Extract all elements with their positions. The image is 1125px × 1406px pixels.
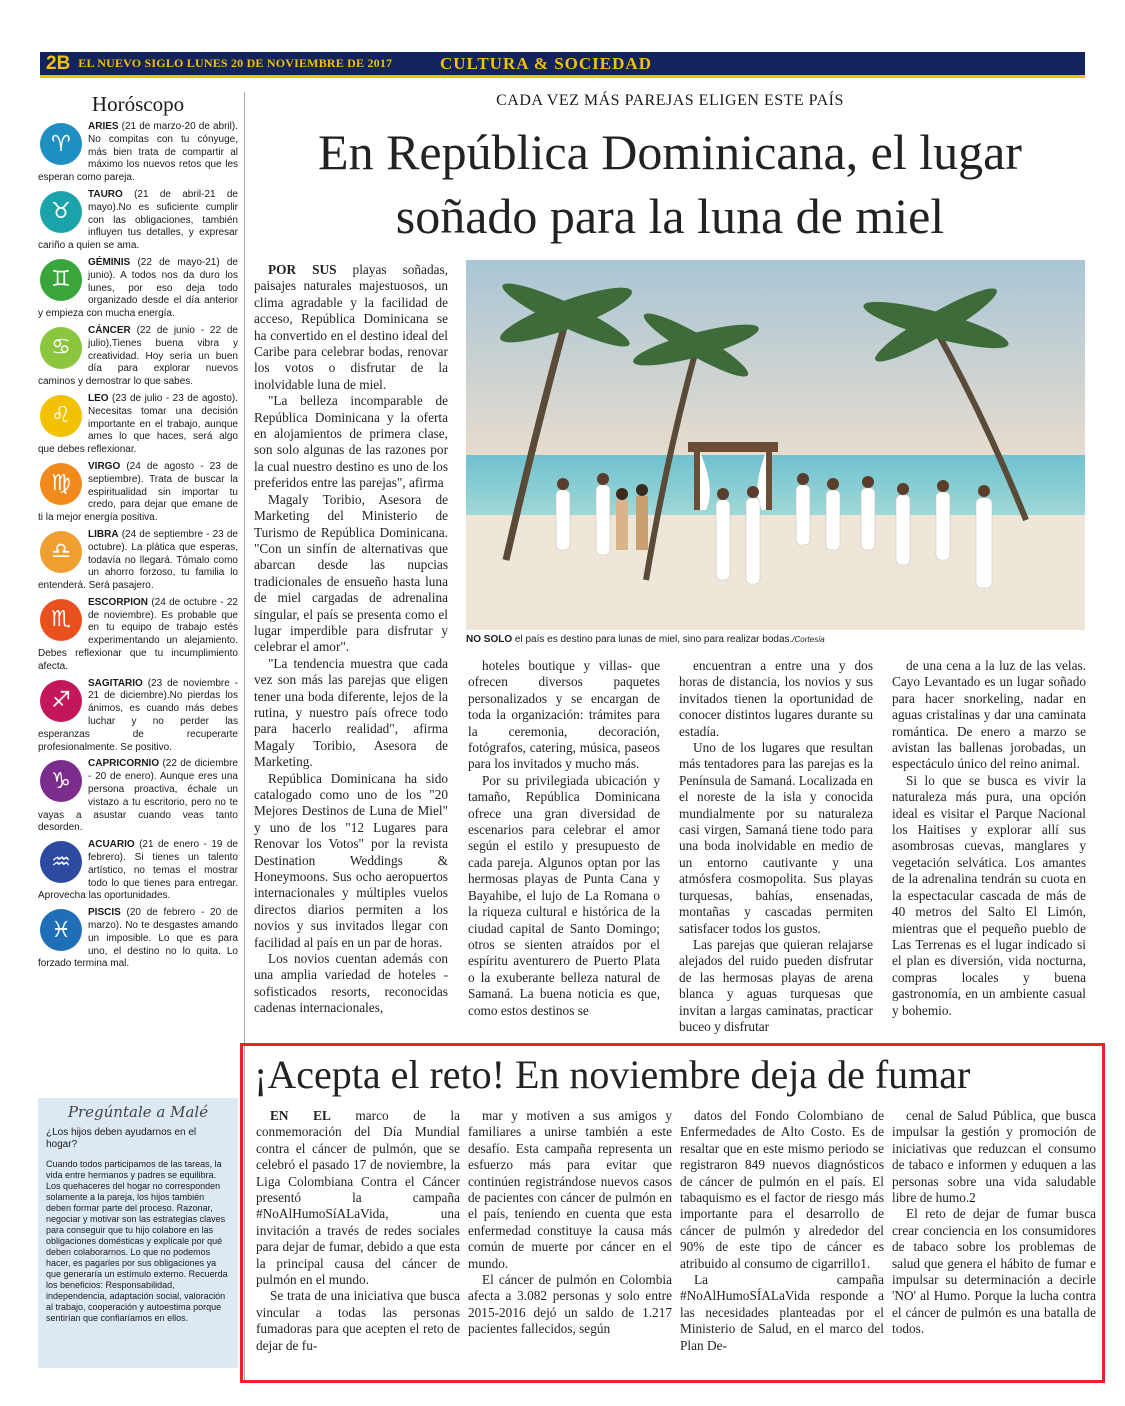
paragraph bbox=[892, 773, 1086, 1019]
paragraph-text: El cáncer de pulmón en Colombia afecta a 3.082 personas y solo entre 2015-2016 dejó un saldo de 1.217 pacientes fallecidos, según bbox=[468, 1272, 672, 1337]
horoscope-sign bbox=[38, 529, 238, 593]
sign-forecast: (22 de diciembre - 20 de enero). Aunque eres una persona proactiva, échale un vistazo a tu escritorio, pero no te vayas a asustar cuando veas tanto desorden. bbox=[38, 758, 238, 834]
paragraph-text: datos del Fondo Colombiano de Enfermedades de Alto Costo. Es de resaltar que en este mismo periodo se registraron 849 nuevos diagnósticos de cáncer de pulmón en el país. El tabaquismo es el factor de riesgo más importante para el desarrollo de cáncer de pulmón y alrededor del 90% de este tipo de cáncer es atribuido al consumo de cigarrillo1. bbox=[680, 1108, 884, 1271]
sign-forecast: (24 de septiembre - 23 de octubre). La plática que esperas, todavía no llegará. Tómalo como un ahorro forzoso, tu familia lo entenderá. Será pasajero. bbox=[38, 528, 238, 592]
sign-forecast: (21 de marzo-20 de abril). No compitas con tu cónyuge, más bien trata de compartir al máximo los nuevos retos que les esperan como pareja. bbox=[38, 121, 238, 184]
article2-column-2 bbox=[468, 1108, 672, 1338]
article-headline bbox=[250, 120, 1090, 248]
paragraph-text: playas soñadas, paisajes naturales majestuosos, un clima agradable y la facilidad de acceso, República Dominicana se ha convertido en el destino ideal del Caribe para celebrar bodas, renovar los votos o disfrutar de la inolvidable luna de miel. bbox=[254, 262, 448, 392]
paragraph bbox=[256, 1288, 460, 1354]
paragraph-text: hoteles boutique y villas- que ofrecen diversos paquetes personalizados y se encargan de toda la organización: trámites para la ceremonia, decoración, fotógrafos, catering, música, paseos para los invitados y mucho más. bbox=[468, 658, 660, 772]
horoscope-sign bbox=[38, 121, 238, 185]
capricorn-icon: ♑ bbox=[40, 760, 82, 802]
paper-date-line: EL NUEVO SIGLO LUNES 20 DE NOVIEMBRE DE 2017 bbox=[78, 56, 393, 70]
paragraph-text: Se trata de una iniciativa que busca vincular a todas las personas fumadoras para que acepten el reto de dejar de fu- bbox=[256, 1288, 460, 1353]
paragraph-text: Si lo que se busca es vivir la naturaleza más pura, una opción ideal es visitar el Parque Nacional los Haitises y explorar allí sus asombrosas cuevas, manglares y vegetación selvática. Los amantes de la adrenalina tendrán su cuota en la espectacular cascada de más de 40 metros del Salto El Limón, mientras que el pequeño pueblo de Las Terrenas es el lugar indicado si el plan es diversión, vida nocturna, compras locales y buena gastronomía, en un ambiente casual y bohemio. bbox=[892, 772, 1086, 1018]
article1-column-3 bbox=[679, 658, 873, 1035]
sign-name: LIBRA bbox=[88, 528, 119, 540]
sign-name: ARIES bbox=[88, 121, 119, 132]
paragraph bbox=[680, 1108, 884, 1272]
paragraph-text: República Dominicana ha sido catalogado como uno de los "20 Mejores Destinos de Luna de Miel" y uno de los "12 Lugares para Renovar los Votos" por la revista Destination Weddings & Honeymoons. Sus ocho aeropuertos internacionales y múltiples vuelos directos diarios permiten a los novios y sus invitados llegar con facilidad al país en un par de horas. bbox=[254, 770, 448, 950]
sign-name: LEO bbox=[88, 392, 109, 404]
paragraph-text: La campaña #NoAlHumoSÍALaVida responde a las necesidades planteadas por el Ministerio de Salud, en el marco del Plan De- bbox=[680, 1272, 884, 1353]
paragraph bbox=[892, 1108, 1096, 1206]
paragraph-text: Los novios cuentan además con una amplia variedad de hoteles -sofisticados resorts, reconocidas cadenas internacionales, bbox=[254, 951, 448, 1016]
sign-forecast: (21 de enero - 19 de febrero). Si tienes un talento artístico, no temas el mostrar todo lo que tienes para entregar. Aprovecha las oportunidades. bbox=[38, 839, 238, 902]
horoscope-sign bbox=[38, 678, 238, 755]
male-box-question: ¿Los hijos deben ayudarnos en el hogar? bbox=[46, 1127, 197, 1150]
paragraph-text: El reto de dejar de fumar busca crear conciencia en los consumidores de tabaco sobre los problemas de salud que genera el hábito de fumar e impulsar su determinación a decirle 'NO' al Humo. Porque la lucha contra el cáncer de pulmón es una batalla de todos. bbox=[892, 1206, 1096, 1337]
leo-icon: ♌ bbox=[40, 395, 82, 437]
paragraph bbox=[254, 951, 448, 1017]
sign-forecast: (21 de abril-21 de mayo).No es suficiente cumplir con las obligaciones, también influyen tus detalles, y expresar cariño a quien se ama. bbox=[38, 188, 238, 252]
paragraph-text: mar y motiven a sus amigos y familiares a unirse también a este desafío. Esta campaña representa un esfuerzo más para evitar que continúen registrándose nuevos casos de pacientes con cáncer de pulmón en el país, teniendo en cuenta que esta enfermedad constituye la causa más común de muerte por cáncer en el mundo. bbox=[468, 1108, 672, 1271]
sign-forecast: (23 de julio - 23 de agosto). Necesitas tomar una decisión importante en el trabajo, aunque ames lo que haces, será algo que debes reflexionar. bbox=[38, 392, 238, 456]
section-title: CULTURA & SOCIEDAD bbox=[440, 54, 652, 73]
paragraph-text: Uno de los lugares que resultan más tentadores para las parejas es la Península de Samaná. Localizada en el noreste de la isla y conocida mundialmente por su naturaleza casi virgen, Samaná tiene todo para una boda inolvidable en medio de un entorno cautivante y una atmósfera cosmopolita. Sus playas turquesas, bahías, ensenadas, montañas y cascadas permiten satisfacer todos los gustos. bbox=[679, 740, 873, 936]
scorpio-icon: ♏ bbox=[40, 599, 82, 641]
lead-words: EN EL bbox=[270, 1108, 331, 1123]
article-kicker: CADA VEZ MÁS PAREJAS ELIGEN ESTE PAÍS bbox=[496, 92, 844, 109]
paragraph bbox=[892, 658, 1086, 773]
paragraph-text: de una cena a la luz de las velas. Cayo Levantado es un lugar soñado para hacer snorkeling, nadar en aguas cristalinas y dar una caminata romántica. De enero a marzo se avistan las ballenas jorobadas, un espectáculo único del reino animal. bbox=[892, 658, 1086, 772]
aries-icon: ♈ bbox=[40, 123, 82, 165]
sign-forecast: (22 de mayo-21) de junio). A todos nos da duro los lunes, por eso deja todo organizado desde el día anterior y empieza con mucha energía. bbox=[38, 256, 238, 320]
sign-name: ESCORPION bbox=[88, 596, 149, 608]
paragraph-text: Magaly Toribio, Asesora de Marketing del Ministerio de Turismo de República Dominicana. "Con un sinfín de alternativas que abarcan desde las nupcias tradicionales de ensueño hasta luna de miel cargadas de adrenalina singular, el país se presenta como el lugar imperdible para disfrutar y celebrar el amor". bbox=[254, 491, 448, 655]
horoscope-sign bbox=[38, 257, 238, 321]
aquarius-icon: ♒ bbox=[40, 841, 82, 883]
article1-column-2 bbox=[468, 658, 660, 1019]
paragraph bbox=[679, 658, 873, 740]
sign-name: CAPRICORNIO bbox=[88, 758, 160, 770]
paragraph bbox=[468, 773, 660, 1019]
sign-name: PISCIS bbox=[88, 907, 121, 919]
smoking-article-headline: ¡Acepta el reto! En noviembre deja de fumar bbox=[254, 1052, 971, 1097]
sign-name: CÁNCER bbox=[88, 324, 131, 336]
sign-name: VIRGO bbox=[88, 460, 121, 472]
gemini-icon: ♊ bbox=[40, 259, 82, 301]
paragraph-text: marco de la conmemoración del Día Mundial contra el cáncer de pulmón, que se celebró el pasado 17 de noviembre, la Liga Colombiana Contra el Cáncer presentó la campaña #NoAlHumoSíALaVida, una invitación a través de redes sociales para dejar de fumar, debido a que esta la principal causa del cáncer de pulmón en el mundo. bbox=[256, 1108, 460, 1288]
photo-caption bbox=[466, 634, 1085, 645]
paragraph bbox=[679, 937, 873, 1035]
male-advice-box bbox=[38, 1098, 238, 1368]
paragraph bbox=[254, 393, 448, 491]
horoscope-sign bbox=[38, 758, 238, 835]
paragraph bbox=[254, 262, 448, 393]
horoscope-column bbox=[38, 92, 238, 975]
sign-forecast: (24 de octubre - 22 de noviembre). Es probable que en tu equipo de trabajo estés experimentando un alejamiento. Debes reflexionar que tu incumplimiento afecta. bbox=[38, 596, 238, 672]
beach-wedding-photo bbox=[466, 260, 1085, 630]
paragraph-text: Las parejas que quieran relajarse alejados del ruido pueden disfrutar de las hermosas playas de arena blanca y aguas turquesas que invitan a largas caminatas, practicar buceo y disfrutar bbox=[679, 936, 873, 1034]
sagittarius-icon: ♐ bbox=[40, 680, 82, 722]
horoscope-sign bbox=[38, 839, 238, 903]
page-number: 2B bbox=[46, 52, 71, 74]
article2-column-3 bbox=[680, 1108, 884, 1354]
virgo-icon: ♍ bbox=[40, 463, 82, 505]
paragraph-text: Por su privilegiada ubicación y tamaño, República Dominicana ofrece una gran diversidad de escenarios para celebrar el amor según el estilo y presupuesto de cada pareja. Algunos optan por las hermosas playas de Punta Cana y Bayahibe, el lujo de La Romana o la riqueza cultural e histórica de la ciudad capital de Santo Domingo; otros se sienten atraídos por el espíritu aventurero de Puerto Plata o la exuberante belleza natural de Samaná. La buena noticia es que, como estos destinos se bbox=[468, 772, 660, 1018]
article2-column-4 bbox=[892, 1108, 1096, 1338]
paragraph bbox=[468, 1108, 672, 1272]
caption-text: el país es destino para lunas de miel, sino para realizar bodas. bbox=[512, 634, 793, 645]
caption-lead: NO SOLO bbox=[466, 634, 513, 645]
horoscope-sign bbox=[38, 461, 238, 525]
article1-column-1 bbox=[254, 262, 448, 1017]
sign-name: ACUARIO bbox=[88, 839, 135, 851]
sign-forecast: (24 de agosto - 23 de septiembre). Trata de buscar la espiritualidad sin importar tu credo, para dejar que emane de ti la mejor energía positiva. bbox=[38, 460, 238, 524]
article2-column-1 bbox=[256, 1108, 460, 1354]
paragraph bbox=[254, 771, 448, 951]
sign-name: SAGITARIO bbox=[88, 677, 143, 689]
paragraph bbox=[254, 492, 448, 656]
paragraph bbox=[256, 1108, 460, 1288]
horoscope-sign bbox=[38, 393, 238, 457]
headline-line-2: soñado para la luna de miel bbox=[395, 188, 945, 244]
article1-column-4 bbox=[892, 658, 1086, 1019]
male-box-title: Pregúntale a Malé bbox=[67, 1103, 209, 1121]
horoscope-sign bbox=[38, 597, 238, 674]
paragraph bbox=[468, 658, 660, 773]
page-header-bar bbox=[40, 52, 1085, 78]
pisces-icon: ♓ bbox=[40, 909, 82, 951]
sign-forecast: (20 de febrero - 20 de marzo). No te desgastes amando un imposible. Lo que es para uno, el destino no lo quita. Lo forzado termina mal. bbox=[38, 907, 238, 970]
headline-line-1: En República Dominicana, el lugar bbox=[318, 124, 1022, 180]
horoscope-sign bbox=[38, 325, 238, 389]
paragraph-text: "La tendencia muestra que cada vez son más las parejas que eligen tener una boda diferente, lejos de la rutina, y nuestro país ofrece todo para hacerlo realidad", afirma Magaly Toribio, Asesora de Marketing. bbox=[254, 655, 448, 770]
photo-illustration bbox=[466, 260, 1085, 630]
horoscope-signs bbox=[38, 121, 238, 971]
paragraph bbox=[468, 1272, 672, 1338]
horoscope-sign bbox=[38, 907, 238, 971]
horoscope-title: Horóscopo bbox=[91, 92, 185, 116]
libra-icon: ♎ bbox=[40, 531, 82, 573]
male-box-body: Cuando todos participamos de las tareas, la vida entre hermanos y padres se equilibra. Los quehaceres del hogar no corresponden solamente a la pareja, los hijos también deben formar parte del proceso. Razonar, negociar y motivar son las estrategias claves para conseguir que tu hijo colabore en las obligaciones domésticas y explícale por qué deben colaborarnos. Lo que no podemos hacer, es pagarles por sus obligaciones ya que generaría un estímulo externo. Recuerda los beneficios: Responsabilidad, independencia, adaptación social, valoración al trabajo, cooperación y autoestima porque sentirían que confiaríamos en ellos. bbox=[46, 1159, 228, 1323]
paragraph-text: "La belleza incomparable de República Dominicana y la oferta en alojamientos de primera clase, son solo algunas de las razones por la cual nuestro destino es uno de los preferidos entre las parejas", afirma bbox=[254, 393, 448, 491]
paragraph bbox=[680, 1272, 884, 1354]
paragraph-text: encuentran a entre una y dos horas de distancia, los novios y sus invitados tienen la oportunidad de conocer distintos lugares durante su estadía. bbox=[679, 658, 873, 739]
horoscope-sign bbox=[38, 189, 238, 253]
paragraph bbox=[892, 1206, 1096, 1337]
paragraph bbox=[254, 656, 448, 771]
sign-name: TAURO bbox=[88, 188, 123, 200]
lead-words: POR SUS bbox=[268, 262, 337, 277]
cancer-icon: ♋ bbox=[40, 327, 82, 369]
paragraph-text: cenal de Salud Pública, que busca impulsar la gestión y promoción de iniciativas que reduzcan el consumo de tabaco e informen y eduquen a las personas sobre una vida saludable libre de humo.2 bbox=[892, 1108, 1096, 1206]
paragraph bbox=[679, 740, 873, 937]
taurus-icon: ♉ bbox=[40, 191, 82, 233]
sign-forecast: (23 de noviembre - 21 de diciembre).No pierdas los ánimos, es cuando más debes luchar y no perder las esperanzas de recuperarte profesionalmente. Se positivo. bbox=[38, 677, 238, 753]
sign-forecast: (22 de junio - 22 de julio).Tienes buena vibra y creatividad. Hoy sería un buen día para explorar nuevos caminos y demostrar lo que sabes. bbox=[38, 324, 238, 388]
sign-name: GÉMINIS bbox=[88, 256, 131, 268]
caption-credit: /Cortesía bbox=[792, 635, 825, 644]
